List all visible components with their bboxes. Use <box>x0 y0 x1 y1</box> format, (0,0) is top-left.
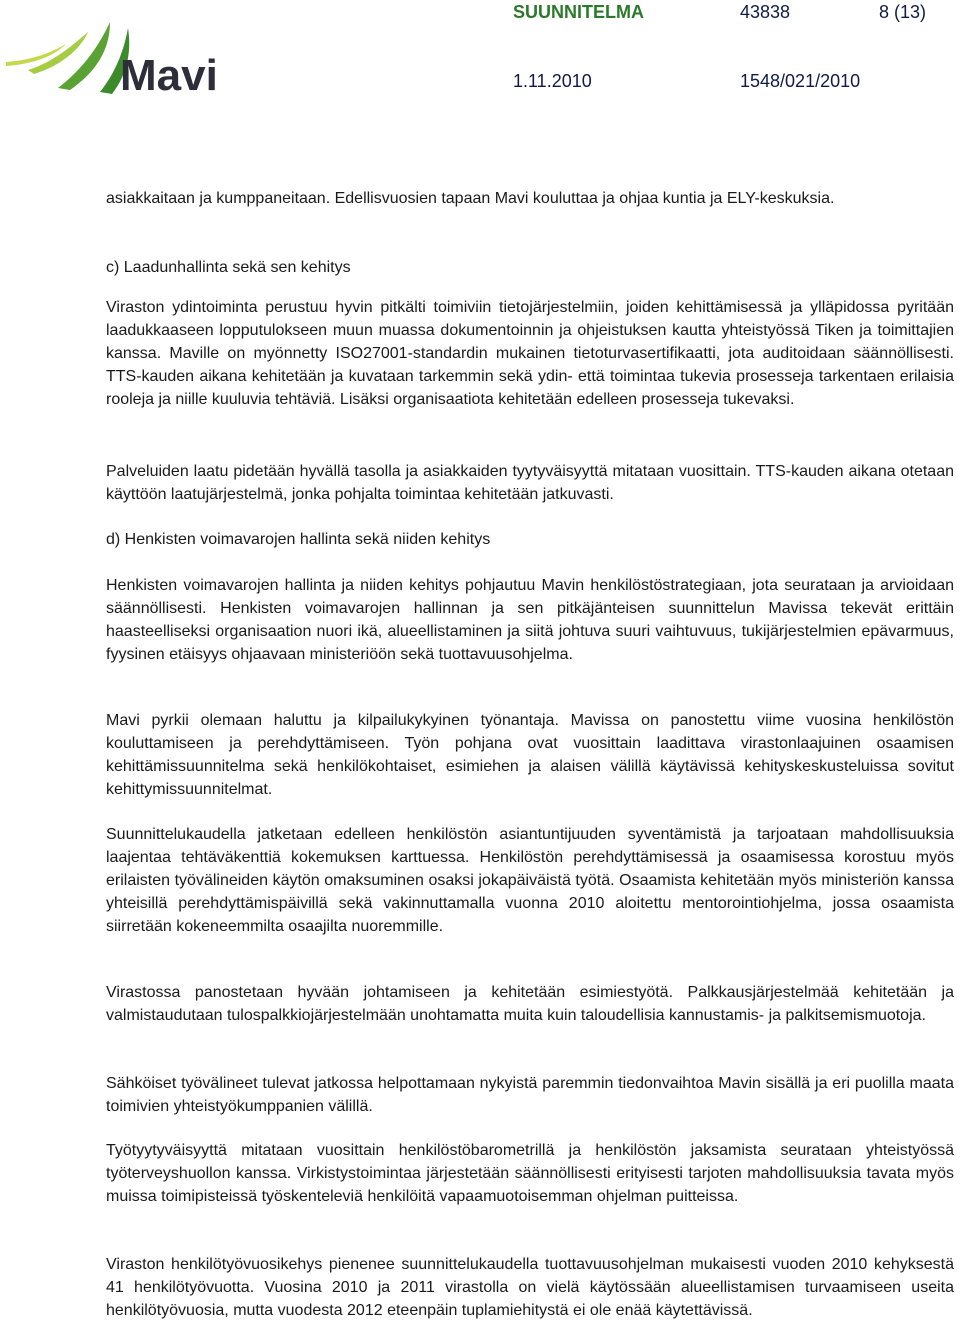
mavi-logo <box>4 14 236 96</box>
logo-leaf-2 <box>28 32 88 74</box>
paragraph-text: Palveluiden laatu pidetään hyvällä tasolla ja asiakkaiden tyytyväisyyttä mitataan vuosittain. TTS-kauden aikana otetaan käyttöön laatujärjestelmä, jonka pohjalta toimintaa kehitetään jatkuvasti. <box>106 463 954 503</box>
paragraph-text: Sähköiset työvälineet tulevat jatkossa helpottamaan nykyistä paremmin tiedonvaihtoa Mavin sisällä ja eri puolilla maata toimivien yhteistyökumppanien välillä. <box>106 1075 954 1115</box>
heading-d <box>106 528 954 551</box>
paragraph-text: Viraston henkilötyövuosikehys pienenee suunnittelukaudella tuottavuusohjelman mukaisesti vuoden 2010 kehyksestä 41 henkilötyövuotta. Vuosina 2010 ja 2011 virastolla on vielä käytössään alueellistamisen turvaamiseen useita henkilötyövuosia, mutta vuodesta 2012 eteenpäin tuplamiehitystä ei ole enää käytettävissä. <box>106 1256 954 1319</box>
paragraph-text: Työtyytyväisyyttä mitataan vuosittain henkilöstöbarometrillä ja henkilöstön jaksamista seurataan yhteistyössä työterveyshuollon kanssa. Virkistystoimintaa järjestetään säännöllisesti erityisesti tarjoten mahdollisuuksia tavata myös muissa toimipisteissä työskenteleviä henkilöitä vapaamuotoisemman ohjelman puitteissa. <box>106 1142 954 1205</box>
page-number: 8 (13) <box>879 2 927 22</box>
paragraph-text: Henkisten voimavarojen hallinta ja niiden kehitys pohjautuu Mavin henkilöstöstrategiaan, jota seurataan ja arvioidaan säännöllisesti. Henkisten voimavarojen hallinnan ja sen pitkäjänteisen suunnittelun Mavissa tekevät erittäin haasteelliseksi organisaation nuori ikä, alueellistaminen ja siitä johtuva suuri vaihtuvuus, tukijärjestelmien epävarmuus, fyysinen etäisyys ohjaavaan ministeriöön sekä tuottavuusohjelma. <box>106 577 954 663</box>
paragraph-d5 <box>106 1072 954 1118</box>
paragraph-text: asiakkaitaan ja kumppaneitaan. Edellisvuosien tapaan Mavi kouluttaa ja ohjaa kuntia ja ELY-keskuksia. <box>106 190 835 207</box>
paragraph-d2 <box>106 709 954 801</box>
heading-c <box>106 256 954 279</box>
paragraph-d4 <box>106 981 954 1027</box>
paragraph-text: Suunnittelukaudella jatketaan edelleen henkilöstön asiantuntijuuden syventämistä ja tarjoataan mahdollisuuksia laajentaa tehtäväkenttiä kokemuksen karttuessa. Henkilöstön perehdyttämisessä ja osaamisessa korostuu myös erilaisten työvälineiden käytön omaksuminen osaksi jokapäiväistä työtä. Osaamista kehitetään myös ministeriön kanssa yhteisillä perehdyttämispäivillä sekä vakinnuttamalla vuonna 2010 aloitettu mentorointiohjelma, jossa osaamista siirretään kokeneemmilta osaajilta nuoremmille. <box>106 826 954 935</box>
paragraph-text: Mavi pyrkii olemaan haluttu ja kilpailukykyinen työnantaja. Mavissa on panostettu viime vuosina henkilöstön kouluttamiseen ja perehdyttämiseen. Työn pohjana ovat vuosittain laadittava virastonlaajuinen osaamisen kehittämissuunnitelma sekä henkilökohtaiset, esimiehen ja alaisen välillä käytävissä kehityskeskusteluissa sovitut kehittymissuunnitelmat. <box>106 712 954 798</box>
paragraph-c2 <box>106 460 954 506</box>
doc-type-label: SUUNNITELMA <box>513 2 644 22</box>
paragraph-c1 <box>106 296 954 411</box>
section-heading: c) Laadunhallinta sekä sen kehitys <box>106 259 351 276</box>
paragraph-d6 <box>106 1139 954 1208</box>
section-heading: d) Henkisten voimavarojen hallinta sekä niiden kehitys <box>106 531 491 548</box>
doc-reference: 1548/021/2010 <box>740 71 861 91</box>
doc-code: 43838 <box>740 2 791 22</box>
paragraph-text: Virastossa panostetaan hyvään johtamiseen ja kehitetään esimiestyötä. Palkkausjärjestelmää kehitetään ja valmistaudutaan tulospalkkiojärjestelmään unohtamatta muita kuin taloudellisia kannustamis- ja palkitsemismuotoja. <box>106 984 954 1024</box>
logo-wordmark: Mavi <box>120 51 218 96</box>
doc-date: 1.11.2010 <box>513 71 592 91</box>
paragraph-intro <box>106 187 954 210</box>
paragraph-d7 <box>106 1253 954 1322</box>
paragraph-d3 <box>106 823 954 938</box>
paragraph-d1 <box>106 574 954 666</box>
paragraph-text: Viraston ydintoiminta perustuu hyvin pitkälti toimiviin tietojärjestelmiin, joiden kehittämisessä ja ylläpidossa pyritään laadukkaaseen lopputulokseen muun muassa dokumentoinnin ja ohjeistuksen kautta yhteistyössä Tiken ja toimittajien kanssa. Maville on myönnetty ISO27001-standardin mukainen tietoturvasertifikaatti, jota auditoidaan säännöllisesti. TTS-kauden aikana kehitetään ja kuvataan tarkemmin sekä ydin- että toimintaa tukevia prosesseja tarkentaen erilaisia rooleja ja niille kuuluvia tehtäviä. Lisäksi organisaatiota kehitetään edelleen prosesseja tukevaksi. <box>106 299 954 408</box>
